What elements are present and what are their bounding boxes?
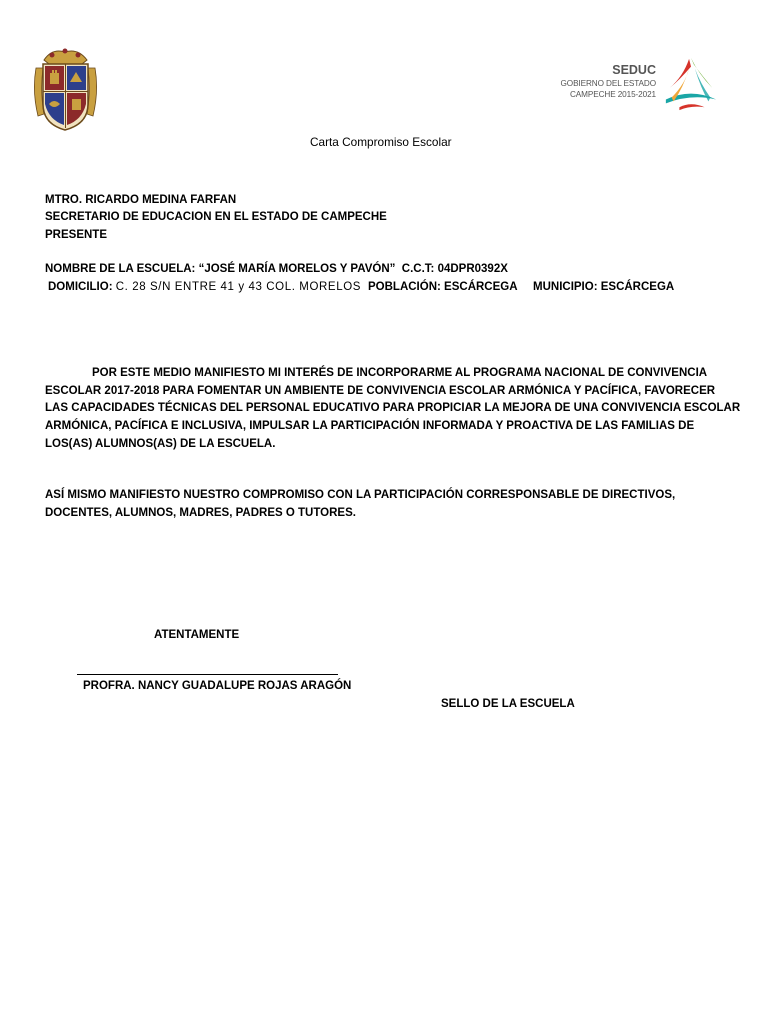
paragraph1-line-2: ESCOLAR 2017-2018 PARA FOMENTAR UN AMBIENTE DE CONVIVENCIA ESCOLAR ARMÓNICA Y PACÍFICA, FAVORECER [45, 385, 716, 397]
domicilio-label: DOMICILIO: [48, 281, 113, 293]
poblacion-line [368, 279, 518, 296]
poblacion-value: ESCÁRCEGA [444, 281, 518, 293]
seduc-wordmark: SEDUC [612, 63, 656, 77]
school-name-value: “JOSÉ MARÍA MORELOS Y PAVÓN” [198, 263, 396, 275]
paragraph1-line-3: LAS CAPACIDADES TÉCNICAS DEL PERSONAL EDUCATIVO PARA PROPICIAR LA MEJORA DE UNA CONVIVENCIA ESCOLAR [45, 402, 741, 414]
municipio-line [533, 279, 674, 296]
municipio-label: MUNICIPIO: [533, 281, 598, 293]
signer-name: PROFRA. NANCY GUADALUPE ROJAS ARAGÓN [83, 680, 352, 692]
paragraph1-line-5: LOS(AS) ALUMNOS(AS) DE LA ESCUELA. [45, 438, 276, 450]
paragraph2-line-2: DOCENTES, ALUMNOS, MADRES, PADRES O TUTORES. [45, 507, 356, 519]
campeche-coat-of-arms-icon [32, 46, 99, 132]
document-title: Carta Compromiso Escolar [310, 135, 452, 149]
paragraph2-line-1: ASÍ MISMO MANIFIESTO NUESTRO COMPROMISO CON LA PARTICIPACIÓN CORRESPONSABLE DE DIRECTIVOS, [45, 489, 676, 501]
paragraph1-line-4: ARMÓNICA, PACÍFICA E INCLUSIVA, IMPULSAR LA PARTICIPACIÓN INFORMADA Y PROACTIVA DE LAS FAMILIAS DE [45, 420, 695, 432]
gov-line-2: CAMPECHE 2015-2021 [569, 90, 656, 99]
cct-label: C.C.T: [401, 263, 435, 275]
recipient-presente: PRESENTE [45, 229, 107, 241]
poblacion-label: POBLACIÓN: [368, 281, 441, 293]
school-stamp-label: SELLO DE LA ESCUELA [441, 698, 575, 710]
domicilio-value: C. 28 S/N ENTRE 41 y 43 COL. MORELOS [115, 281, 362, 293]
gov-line-1: GOBIERNO DEL ESTADO [560, 79, 656, 88]
cct-value: 04DPR0392X [437, 263, 508, 275]
paragraph1-line-1: POR ESTE MEDIO MANIFIESTO MI INTERÉS DE INCORPORARME AL PROGRAMA NACIONAL DE CONVIVENCIA [92, 367, 708, 379]
atentamente: ATENTAMENTE [154, 629, 240, 641]
school-address-line [48, 279, 361, 296]
signature-line [77, 674, 338, 675]
school-name-label: NOMBRE DE LA ESCUELA: [45, 263, 196, 275]
recipient-position: SECRETARIO DE EDUCACION EN EL ESTADO DE CAMPECHE [45, 211, 387, 223]
recipient-name: MTRO. RICARDO MEDINA FARFAN [45, 194, 237, 206]
school-name-line [45, 261, 508, 278]
campeche-tri-color-emblem-icon [662, 55, 720, 113]
seduc-logo [548, 55, 720, 115]
municipio-value: ESCÁRCEGA [600, 281, 675, 293]
